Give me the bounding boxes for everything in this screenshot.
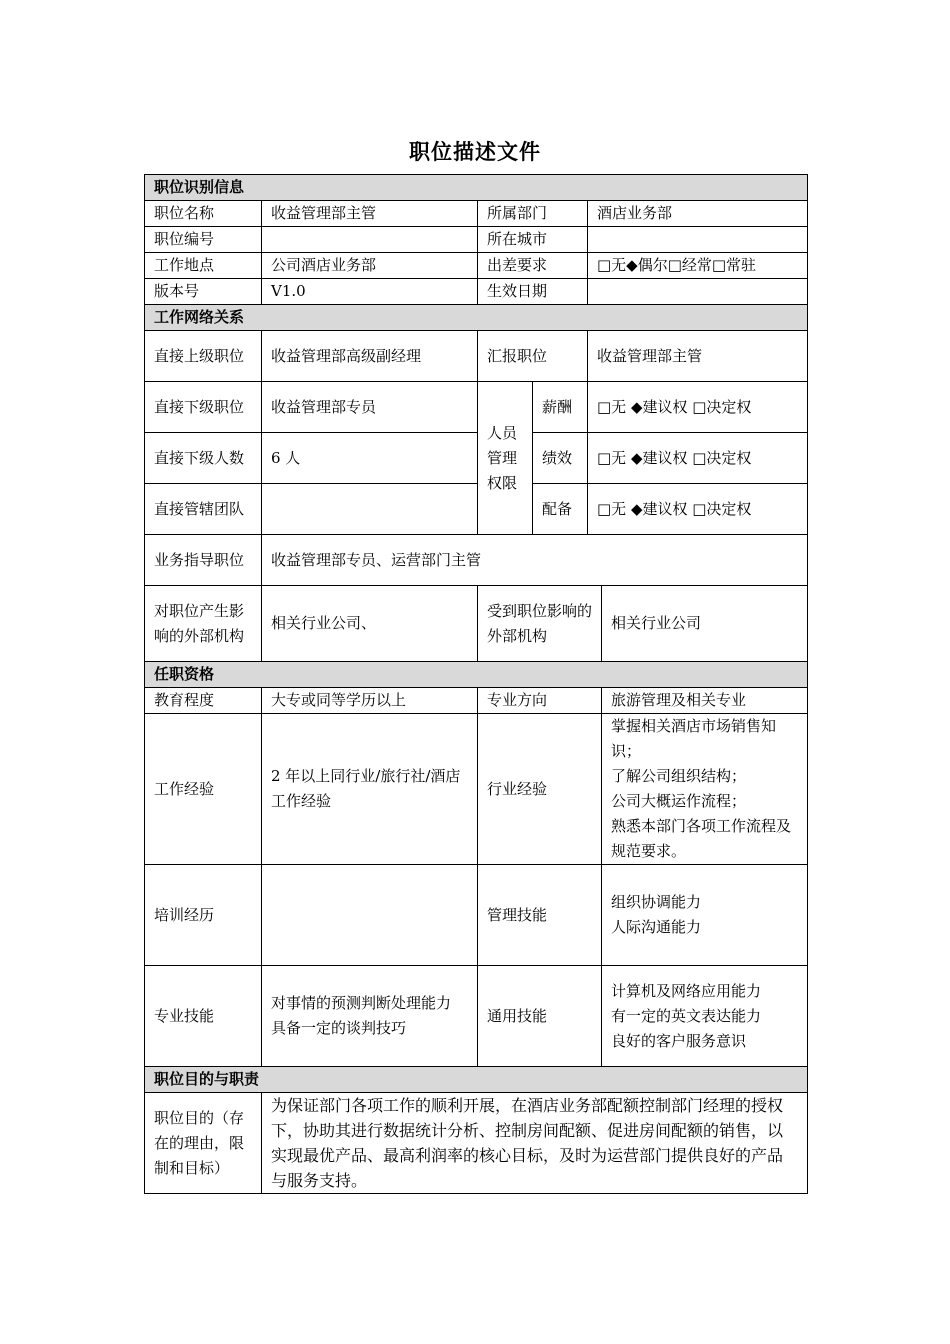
position-name-label: 职位名称 <box>145 201 262 227</box>
guidance-value: 收益管理部专员、运营部门主管 <box>262 535 808 586</box>
major-value: 旅游管理及相关专业 <box>602 688 808 714</box>
document-title: 职位描述文件 <box>409 140 541 164</box>
mgmt-skill-value: 组织协调能力 人际沟通能力 <box>602 865 808 966</box>
external-in-value: 相关行业公司 <box>602 586 808 662</box>
work-exp-value: 2 年以上同行业/旅行社/酒店工作经验 <box>262 714 478 865</box>
position-no-value <box>262 227 478 253</box>
general-skill-label: 通用技能 <box>478 966 602 1067</box>
pro-skill-label: 专业技能 <box>145 966 262 1067</box>
position-no-label: 职位编号 <box>145 227 262 253</box>
major-label: 专业方向 <box>478 688 602 714</box>
performance-options: □无 ◆建议权 □决定权 <box>588 433 808 484</box>
department-value: 酒店业务部 <box>588 201 808 227</box>
travel-options: □无◆偶尔□经常□常驻 <box>588 253 808 279</box>
team-label: 直接管辖团队 <box>145 484 262 535</box>
section-purpose-header: 职位目的与职责 <box>145 1067 808 1093</box>
guidance-label: 业务指导职位 <box>145 535 262 586</box>
industry-exp-label: 行业经验 <box>478 714 602 865</box>
position-name-value: 收益管理部主管 <box>262 201 478 227</box>
performance-label: 绩效 <box>533 433 588 484</box>
staffing-options: □无 ◆建议权 □决定权 <box>588 484 808 535</box>
effective-date-value <box>588 279 808 305</box>
salary-options: □无 ◆建议权 □决定权 <box>588 382 808 433</box>
version-label: 版本号 <box>145 279 262 305</box>
section-identity-header: 职位识别信息 <box>145 175 808 201</box>
superior-label: 直接上级职位 <box>145 331 262 382</box>
location-label: 工作地点 <box>145 253 262 279</box>
section-network-header: 工作网络关系 <box>145 305 808 331</box>
staffing-label: 配备 <box>533 484 588 535</box>
department-label: 所属部门 <box>478 201 588 227</box>
travel-label: 出差要求 <box>478 253 588 279</box>
team-value <box>262 484 478 535</box>
version-value: V1.0 <box>262 279 478 305</box>
purpose-label: 职位目的（存在的理由，限制和目标） <box>145 1093 262 1194</box>
general-skill-value: 计算机及网络应用能力 有一定的英文表达能力 良好的客户服务意识 <box>602 966 808 1067</box>
superior-value: 收益管理部高级副经理 <box>262 331 478 382</box>
mgmt-skill-label: 管理技能 <box>478 865 602 966</box>
authority-label: 人员 管理 权限 <box>478 382 533 535</box>
subordinate-value: 收益管理部专员 <box>262 382 478 433</box>
education-value: 大专或同等学历以上 <box>262 688 478 714</box>
training-label: 培训经历 <box>145 865 262 966</box>
external-in-label: 受到职位影响的外部机构 <box>478 586 602 662</box>
salary-label: 薪酬 <box>533 382 588 433</box>
sub-count-value: 6 人 <box>262 433 478 484</box>
effective-date-label: 生效日期 <box>478 279 588 305</box>
external-out-label: 对职位产生影响的外部机构 <box>145 586 262 662</box>
report-label: 汇报职位 <box>478 331 588 382</box>
sub-count-label: 直接下级人数 <box>145 433 262 484</box>
location-value: 公司酒店业务部 <box>262 253 478 279</box>
industry-exp-value: 掌握相关酒店市场销售知识； 了解公司组织结构； 公司大概运作流程； 熟悉本部门各项工作流程及规范要求。 <box>602 714 808 865</box>
pro-skill-value: 对事情的预测判断处理能力 具备一定的谈判技巧 <box>262 966 478 1067</box>
external-out-value: 相关行业公司、 <box>262 586 478 662</box>
education-label: 教育程度 <box>145 688 262 714</box>
report-value: 收益管理部主管 <box>588 331 808 382</box>
section-qualifications-header: 任职资格 <box>145 662 808 688</box>
city-value <box>588 227 808 253</box>
purpose-text: 为保证部门各项工作的顺利开展，在酒店业务部配额控制部门经理的授权下，协助其进行数据统计分析、控制房间配额、促进房间配额的销售，以实现最优产品、最高利润率的核心目标，及时为运营部门提供良好的产品与服务支持。 <box>262 1093 808 1194</box>
city-label: 所在城市 <box>478 227 588 253</box>
subordinate-label: 直接下级职位 <box>145 382 262 433</box>
training-value <box>262 865 478 966</box>
work-exp-label: 工作经验 <box>145 714 262 865</box>
job-description-table <box>144 174 808 1194</box>
